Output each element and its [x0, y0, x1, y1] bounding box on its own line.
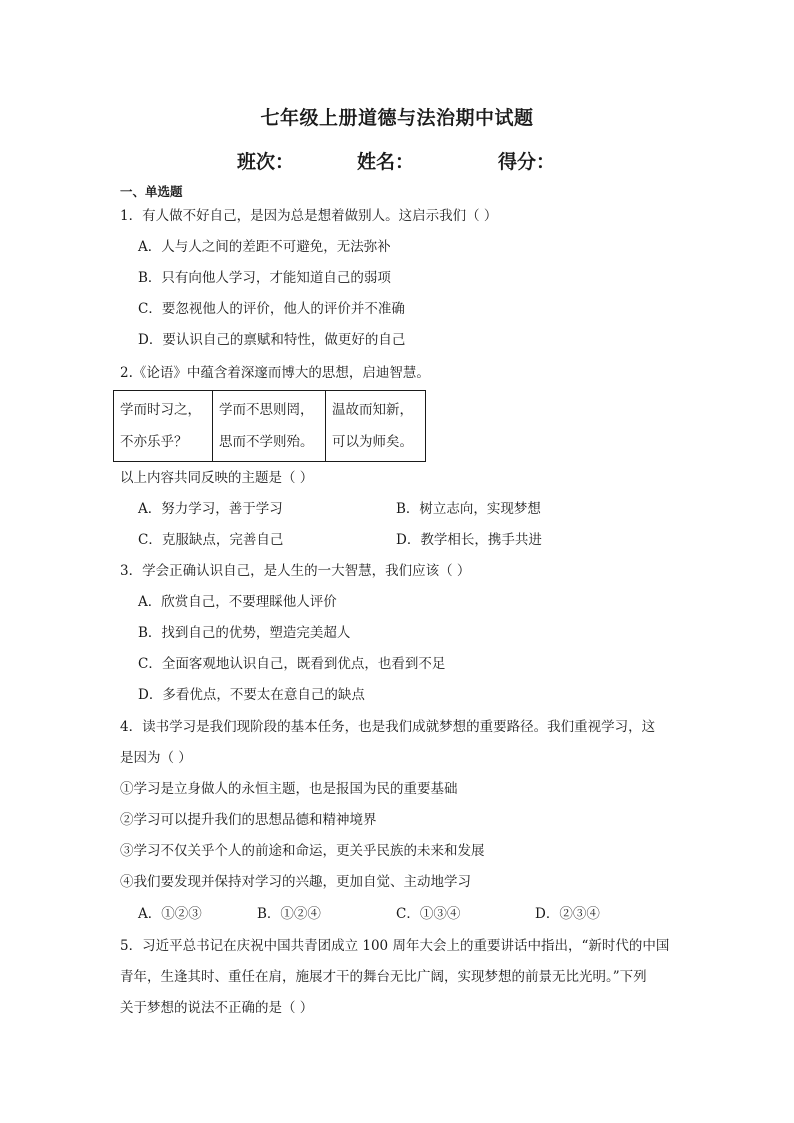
q2-option-d: D．教学相长，携手共进 [396, 532, 542, 548]
quote-3-line-1: 温故而知新， [332, 402, 413, 418]
q4-option-c: C．①③④ [396, 906, 461, 922]
q3-stem: 3．学会正确认识自己，是人生的一大智慧，我们应该（ ） [120, 563, 471, 579]
q2-option-b: B．树立志向，实现梦想 [396, 501, 541, 517]
quote-3-line-2: 可以为师矣。 [332, 434, 413, 450]
section-heading: 一、单选题 [120, 184, 183, 199]
quote-cell-2 [213, 391, 326, 462]
q3-option-d: D．多看优点，不要太在意自己的缺点 [138, 687, 365, 703]
score-label: 得分： [498, 151, 556, 173]
q5-stem-line-1: 5．习近平总书记在庆祝中国共青团成立 100 周年大会上的重要讲话中指出，“新时代的中国 [120, 938, 670, 954]
q1-option-a: A．人与人之间的差距不可避免，无法弥补 [138, 239, 391, 255]
name-label: 姓名： [357, 151, 415, 173]
q1-option-b: B．只有向他人学习，才能知道自己的弱项 [138, 270, 391, 286]
quote-1-line-1: 学而时习之， [120, 402, 201, 418]
quote-cell-1 [114, 391, 213, 462]
quote-cell-3 [326, 391, 426, 462]
q1-option-c: C．要忽视他人的评价，他人的评价并不准确 [138, 301, 405, 317]
q5-stem-line-2: 青年，生逢其时、重任在肩，施展才干的舞台无比广阔，实现梦想的前景无比光明。”下列 [120, 969, 647, 985]
q3-option-b: B．找到自己的优势，塑造完美超人 [138, 625, 351, 641]
q4-option-b: B．①②④ [257, 906, 321, 922]
q2-option-c: C．克服缺点，完善自己 [138, 532, 284, 548]
q2-stem: 2.《论语》中蕴含着深邃而博大的思想，启迪智慧。 [120, 365, 430, 381]
class-label: 班次： [237, 151, 295, 173]
q4-statement-3: ③学习不仅关乎个人的前途和命运，更关乎民族的未来和发展 [120, 843, 485, 859]
quote-1-line-2: 不亦乐乎？ [120, 434, 188, 450]
q3-option-a: A．欣赏自己，不要理睬他人评价 [138, 594, 337, 610]
q2-quote-table [113, 390, 426, 462]
quote-2-line-2: 思而不学则殆。 [219, 434, 314, 450]
q3-option-c: C．全面客观地认识自己，既看到优点，也看到不足 [138, 656, 446, 672]
q1-stem: 1．有人做不好自己，是因为总是想着做别人。这启示我们（ ） [120, 208, 498, 224]
q5-stem-line-3: 关于梦想的说法不正确的是（ ） [120, 1000, 314, 1016]
q2-option-a: A．努力学习，善于学习 [138, 501, 283, 517]
q4-stem-line-2: 是因为（ ） [120, 750, 192, 766]
quote-2-line-1: 学而不思则罔， [219, 402, 314, 418]
q4-option-a: A．①②③ [138, 906, 202, 922]
q1-option-d: D．要认识自己的禀赋和特性，做更好的自己 [138, 332, 406, 348]
q4-option-d: D．②③④ [535, 906, 600, 922]
q4-stem-line-1: 4．读书学习是我们现阶段的基本任务，也是我们成就梦想的重要路径。我们重视学习，这 [120, 719, 656, 735]
q2-ask: 以上内容共同反映的主题是（ ） [120, 470, 314, 486]
q4-statement-2: ②学习可以提升我们的思想品德和精神境界 [120, 812, 377, 828]
q4-statement-4: ④我们要发现并保持对学习的兴趣，更加自觉、主动地学习 [120, 874, 471, 890]
table-row [114, 391, 426, 462]
q4-statement-1: ①学习是立身做人的永恒主题，也是报国为民的重要基础 [120, 781, 458, 797]
exam-title: 七年级上册道德与法治期中试题 [260, 107, 534, 129]
